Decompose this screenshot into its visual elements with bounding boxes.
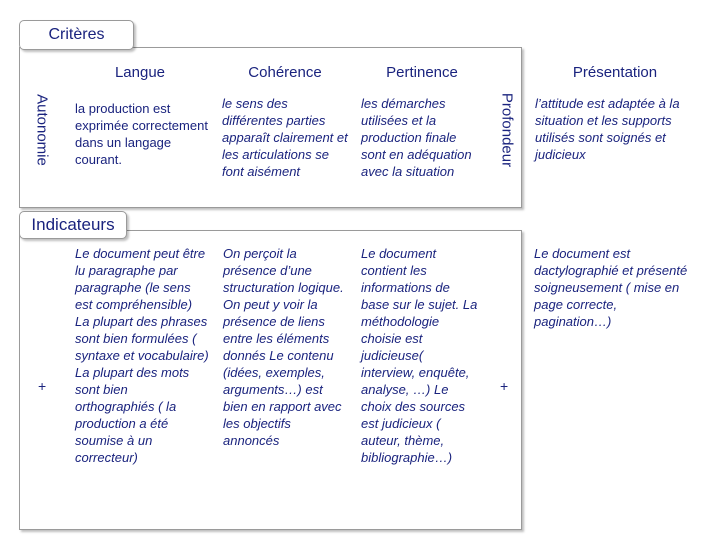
- criterion-presentation-text: l’attitude est adaptée à la situation et les supports utilisés sont soignés et judicieux: [535, 96, 680, 162]
- plus-left: +: [38, 378, 47, 394]
- header-coherence: Cohérence: [248, 64, 322, 81]
- criterion-coherence-text: le sens des différentes parties apparaît clairement et les articulations se font aisément: [222, 96, 348, 179]
- indicator-presentation-text: Le document est dactylographié et présenté soigneusement ( mise en page correcte, pagination…): [534, 246, 688, 329]
- indicator-coherence-text: On perçoit la présence d’une structuration logique. On peut y voir la présence de liens entre les éléments donnés Le contenu (idées, exemples, arguments…) est bien en rapport avec les objectifs annoncés: [223, 246, 344, 448]
- profondeur-label: Profondeur: [498, 92, 516, 168]
- header-presentation: Présentation: [572, 64, 658, 81]
- criteres-tag: Critères: [19, 20, 134, 50]
- header-langue: Langue: [114, 64, 166, 81]
- criterion-pertinence-text: les démarches utilisées et la production finale sont en adéquation avec la situation: [361, 96, 472, 179]
- plus-right: +: [500, 378, 509, 394]
- header-pertinence: Pertinence: [386, 64, 458, 81]
- criterion-langue-text: la production est exprimée correctement dans un langage courant.: [75, 101, 208, 167]
- indicator-pertinence-text: Le document contient les informations de base sur le sujet. La méthodologie choisie est judicieuse( interview, enquête, analyse, …) Le choix des sources est judicieux ( auteur, thème, bibliographie…): [361, 246, 478, 465]
- indicator-langue-text: Le document peut être lu paragraphe par paragraphe (le sens est compréhensible) La plupart des phrases sont bien formulées ( syntaxe et vocabulaire) La plupart des mots sont bien orthographiés ( la production a été soumise à un correcteur): [75, 246, 209, 465]
- autonomie-label: Autonomie: [33, 94, 51, 166]
- indicateurs-tag: Indicateurs: [19, 211, 127, 239]
